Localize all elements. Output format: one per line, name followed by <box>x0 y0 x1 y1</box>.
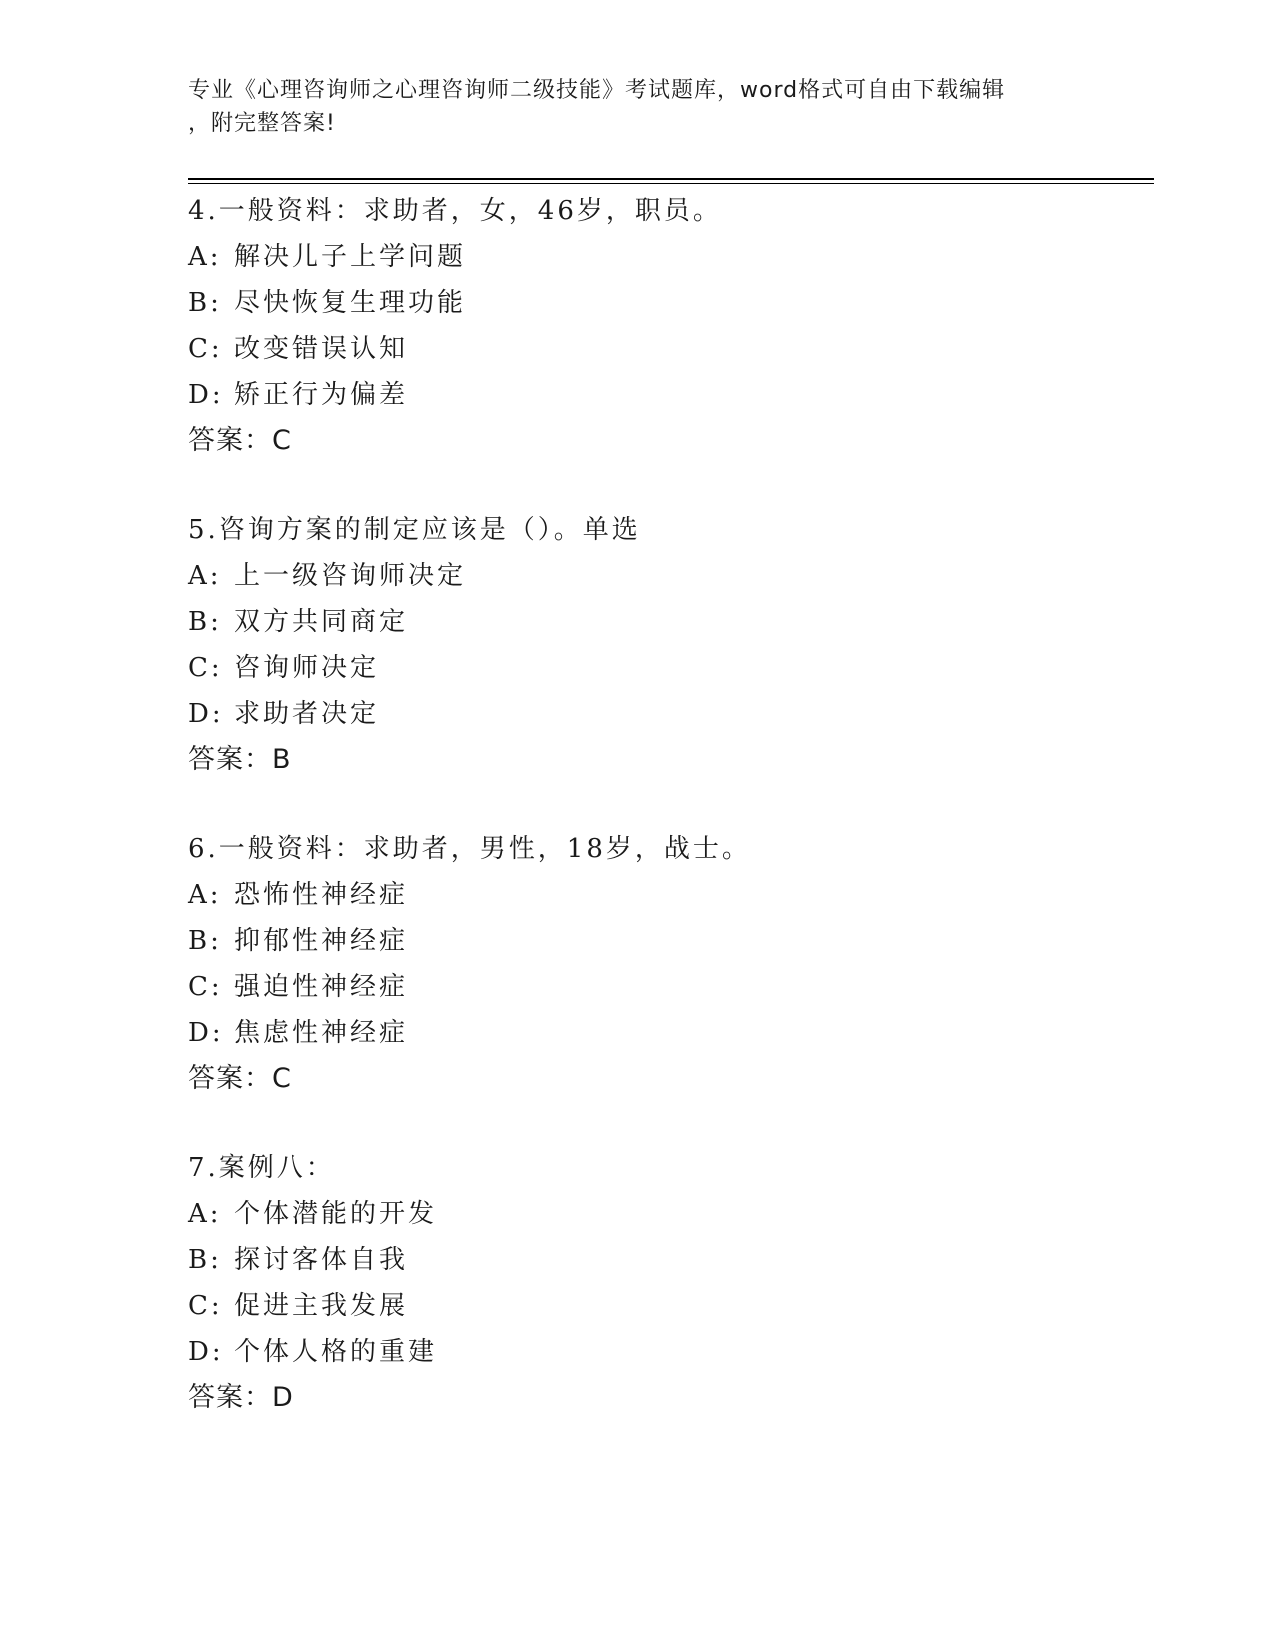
option-a <box>188 1191 1148 1237</box>
option-d <box>188 1329 1148 1375</box>
question-5 <box>188 507 1148 783</box>
question-4 <box>188 188 1148 464</box>
option-text: 个体人格的重建 <box>234 1337 438 1367</box>
option-text: 求助者决定 <box>234 699 380 729</box>
option-text: 抑郁性神经症 <box>234 926 409 956</box>
option-text: 双方共同商定 <box>234 607 409 637</box>
option-letter: D: <box>188 380 224 410</box>
question-list <box>188 188 1148 1421</box>
option-c <box>188 1283 1148 1329</box>
question-stem: 5.咨询方案的制定应该是（）。单选 <box>188 515 641 545</box>
option-c <box>188 326 1148 372</box>
option-letter: A: <box>188 242 222 272</box>
option-letter: D: <box>188 699 224 729</box>
option-text: 促进主我发展 <box>234 1291 409 1321</box>
header-divider-thin <box>188 183 1154 184</box>
option-letter: C: <box>188 653 223 683</box>
option-letter: B: <box>188 1245 222 1275</box>
question-stem: 6.一般资料：求助者，男性，18岁，战士。 <box>188 834 751 864</box>
option-letter: A: <box>188 880 222 910</box>
option-text: 恐怖性神经症 <box>234 880 409 910</box>
question-spacer <box>188 1102 1148 1145</box>
option-letter: C: <box>188 1291 223 1321</box>
option-b <box>188 280 1148 326</box>
option-letter: C: <box>188 334 223 364</box>
option-letter: C: <box>188 972 223 1002</box>
option-text: 矫正行为偏差 <box>234 380 409 410</box>
question-spacer <box>188 783 1148 826</box>
option-text: 探讨客体自我 <box>234 1245 409 1275</box>
option-a <box>188 553 1148 599</box>
option-text: 尽快恢复生理功能 <box>234 288 467 318</box>
option-text: 强迫性神经症 <box>234 972 409 1002</box>
option-text: 个体潜能的开发 <box>234 1199 438 1229</box>
option-letter: D: <box>188 1337 224 1367</box>
option-b <box>188 599 1148 645</box>
answer-line: 答案：D <box>188 1382 294 1413</box>
option-c <box>188 964 1148 1010</box>
option-letter: B: <box>188 607 222 637</box>
answer-line: 答案：B <box>188 744 292 775</box>
option-a <box>188 234 1148 280</box>
option-text: 上一级咨询师决定 <box>234 561 467 591</box>
option-d <box>188 691 1148 737</box>
header-divider-thick <box>188 178 1154 180</box>
option-a <box>188 872 1148 918</box>
option-letter: B: <box>188 288 222 318</box>
option-letter: A: <box>188 561 222 591</box>
document-header <box>188 74 1088 140</box>
question-spacer <box>188 464 1148 507</box>
option-text: 解决儿子上学问题 <box>234 242 467 272</box>
option-letter: B: <box>188 926 222 956</box>
question-stem: 7.案例八： <box>188 1153 335 1183</box>
header-line-1: 专业《心理咨询师之心理咨询师二级技能》考试题库，word格式可自由下载编辑 <box>188 78 1006 103</box>
option-d <box>188 1010 1148 1056</box>
answer-line: 答案：C <box>188 425 292 456</box>
question-7 <box>188 1145 1148 1421</box>
option-letter: A: <box>188 1199 222 1229</box>
option-text: 改变错误认知 <box>234 334 409 364</box>
option-letter: D: <box>188 1018 224 1048</box>
option-b <box>188 1237 1148 1283</box>
option-text: 咨询师决定 <box>234 653 380 683</box>
option-d <box>188 372 1148 418</box>
option-c <box>188 645 1148 691</box>
question-stem: 4.一般资料：求助者，女，46岁，职员。 <box>188 196 722 226</box>
question-6 <box>188 826 1148 1102</box>
header-line-2: ，附完整答案! <box>188 111 336 136</box>
option-text: 焦虑性神经症 <box>234 1018 409 1048</box>
answer-line: 答案：C <box>188 1063 292 1094</box>
option-b <box>188 918 1148 964</box>
